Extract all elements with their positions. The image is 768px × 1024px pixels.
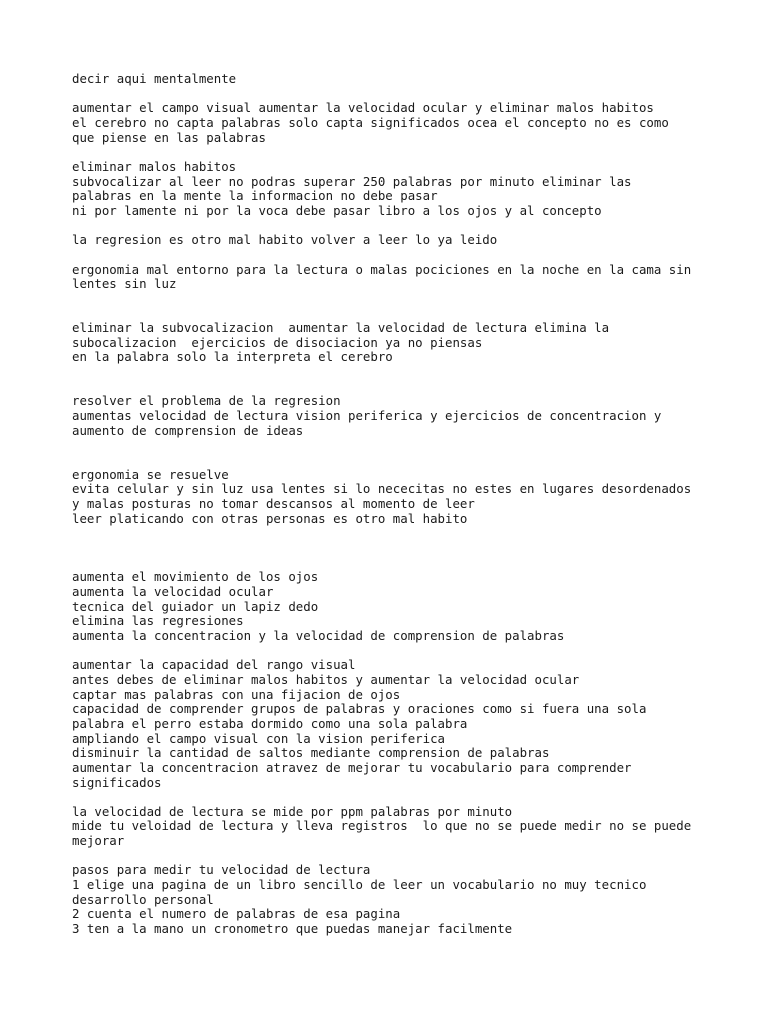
document-body-text: decir aqui mentalmente aumentar el campo visual aumentar la velocidad ocular y eliminar malos habitos el cerebro no capta palabras solo capta significados ocea el concepto no es como que piense en las palabras eliminar malos habitos subvocalizar al leer no podras superar 250 palabras por minuto eliminar las palabras en la mente la informacion no debe pasar ni por lamente ni por la voca debe pasar libro a los ojos y al concepto la regresion es otro mal habito volver a leer lo ya leido ergonomia mal entorno para la lectura o malas pociciones en la noche en la cama sin lentes sin luz eliminar la subvocalizacion aumentar la velocidad de lectura elimina la subocalizacion ejercicios de disociacion ya no piensas en la palabra solo la interpreta el cerebro resolver el problema de la regresion aumentas velocidad de lectura vision periferica y ejercicios de concentracion y aumento de comprension de ideas ergonomia se resuelve evita celular y sin luz usa lentes si lo nececitas no estes en lugares desordenados y malas posturas no tomar descansos al momento de leer leer platicando con otras personas es otro mal habito aumenta el movimiento de los ojos aumenta la velocidad ocular tecnica del guiador un lapiz dedo elimina las regresiones aumenta la concentracion y la velocidad de comprension de palabras aumentar la capacidad del rango visual antes debes de eliminar malos habitos y aumentar la velocidad ocular captar mas palabras con una fijacion de ojos capacidad de comprender grupos de palabras y oraciones como si fuera una sola palabra el perro estaba dormido como una sola palabra ampliando el campo visual con la vision periferica disminuir la cantidad de saltos mediante comprension de palabras aumentar la concentracion atravez de mejorar tu vocabulario para comprender significados la velocidad de lectura se mide por ppm palabras por minuto mide tu veloidad de lectura y lleva registros lo que no se puede medir no se puede mejorar pasos para medir tu velocidad de lectura 1 elige una pagina de un libro sencillo de leer un vocabulario no muy tecnico desarrollo personal 2 cuenta el numero de palabras de esa pagina 3 ten a la mano un cronometro que puedas manejar facilmente [72, 71, 692, 937]
